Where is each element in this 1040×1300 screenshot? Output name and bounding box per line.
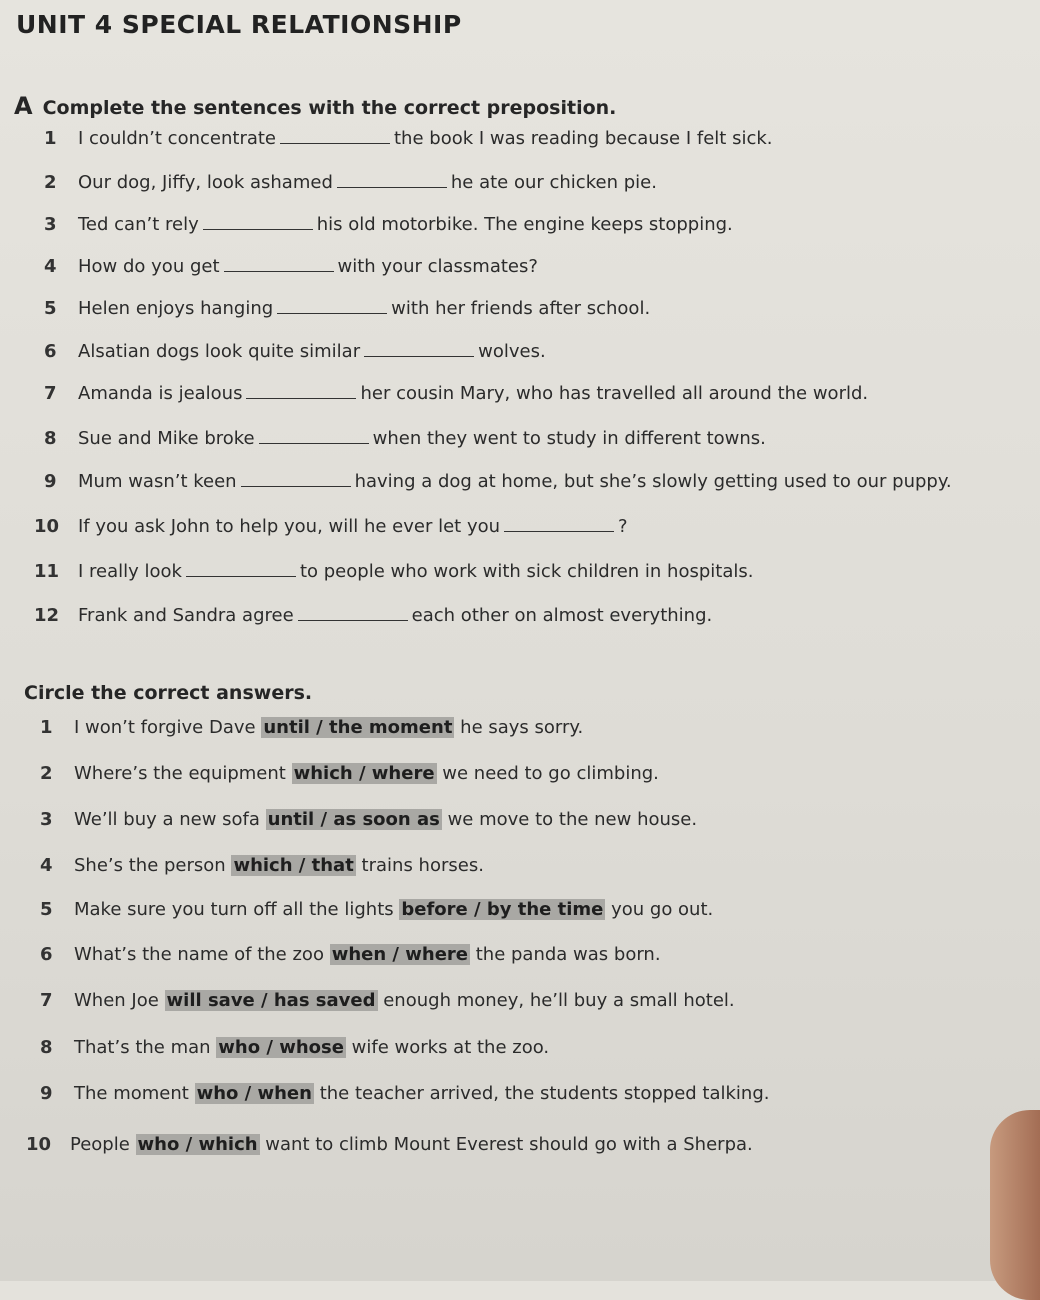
item-text-before: How do you get: [78, 256, 220, 277]
answer-blank[interactable]: [364, 342, 474, 357]
item-text-after: when they went to study in different towns.: [372, 428, 766, 449]
answer-options[interactable]: until / as soon as: [267, 809, 440, 830]
section-b-item: [40, 809, 697, 830]
item-number: 1: [40, 717, 53, 738]
item-number: 5: [44, 298, 57, 319]
section-b-item: [40, 990, 735, 1011]
section-a-instruction: Complete the sentences with the correct preposition.: [42, 97, 617, 119]
item-number: 9: [44, 471, 57, 492]
item-number: 3: [44, 214, 57, 235]
section-b-item: [40, 855, 484, 876]
section-a-item: [34, 561, 753, 582]
section-b-item: [40, 899, 713, 920]
item-text-after: trains horses.: [361, 855, 484, 876]
item-text-after: with your classmates?: [337, 256, 538, 277]
item-text-after: wife works at the zoo.: [351, 1037, 550, 1058]
section-a-item: [44, 428, 766, 449]
item-text-after: you go out.: [611, 899, 714, 920]
section-a-item: [44, 256, 538, 277]
item-text-before: Helen enjoys hanging: [78, 298, 274, 319]
item-text-after: the panda was born.: [475, 944, 661, 965]
section-a-item: [44, 172, 657, 193]
item-text-after: he says sorry.: [460, 717, 584, 738]
item-number: 7: [40, 990, 53, 1011]
item-number: 2: [44, 172, 57, 193]
item-text-before: Sue and Mike broke: [78, 428, 255, 449]
section-a-item: [44, 471, 952, 492]
item-text-after: her cousin Mary, who has travelled all around the world.: [360, 383, 869, 404]
section-b-item: [40, 1037, 549, 1058]
item-number: 5: [40, 899, 53, 920]
item-number: 9: [40, 1083, 53, 1104]
item-text-before: I won’t forgive Dave: [74, 717, 256, 738]
item-text-before: Our dog, Jiffy, look ashamed: [78, 172, 333, 193]
item-number: 6: [44, 341, 57, 362]
item-text-before: Make sure you turn off all the lights: [74, 899, 394, 920]
item-text-after: his old motorbike. The engine keeps stopping.: [316, 214, 733, 235]
section-a-item: [44, 298, 650, 319]
section-b-instruction: Circle the correct answers.: [24, 682, 313, 704]
item-text-after: wolves.: [478, 341, 546, 362]
item-text-after: the teacher arrived, the students stopped talking.: [319, 1083, 770, 1104]
section-a-letter: A: [14, 92, 33, 120]
item-number: 2: [40, 763, 53, 784]
item-text-after: with her friends after school.: [391, 298, 651, 319]
item-text-before: Mum wasn’t keen: [78, 471, 237, 492]
section-a-item: [44, 128, 772, 149]
answer-blank[interactable]: [259, 429, 369, 444]
answer-blank[interactable]: [203, 215, 313, 230]
item-text-before: We’ll buy a new sofa: [74, 809, 260, 830]
item-text-before: I really look: [78, 561, 182, 582]
item-number: 7: [44, 383, 57, 404]
answer-options[interactable]: until / the moment: [263, 717, 453, 738]
section-b-item: [40, 717, 583, 738]
answer-blank[interactable]: [277, 299, 387, 314]
item-text-before: Where’s the equipment: [74, 763, 286, 784]
item-text-after: ?: [618, 516, 628, 537]
item-text-before: That’s the man: [74, 1037, 211, 1058]
item-text-before: When Joe: [74, 990, 159, 1011]
item-number: 8: [40, 1037, 53, 1058]
answer-options[interactable]: before / by the time: [401, 899, 604, 920]
answer-options[interactable]: which / that: [233, 855, 354, 876]
item-text-after: we need to go climbing.: [442, 763, 659, 784]
item-number: 8: [44, 428, 57, 449]
item-number: 1: [44, 128, 57, 149]
item-text-before: The moment: [74, 1083, 189, 1104]
section-a-item: [34, 605, 712, 626]
item-text-before: Ted can’t rely: [78, 214, 199, 235]
item-number: 10: [34, 516, 60, 537]
section-b-item: [40, 1083, 770, 1104]
answer-blank[interactable]: [241, 472, 351, 487]
answer-options[interactable]: who / which: [137, 1134, 258, 1155]
item-number: 10: [26, 1134, 52, 1155]
answer-blank[interactable]: [186, 562, 296, 577]
answer-options[interactable]: who / when: [196, 1083, 312, 1104]
item-text-before: If you ask John to help you, will he ever let you: [78, 516, 501, 537]
section-a-item: [44, 341, 546, 362]
item-text-after: he ate our chicken pie.: [450, 172, 657, 193]
item-text-before: She’s the person: [74, 855, 226, 876]
item-number: 6: [40, 944, 53, 965]
item-text-after: to people who work with sick children in hospitals.: [299, 561, 754, 582]
answer-blank[interactable]: [504, 517, 614, 532]
section-a-item: [44, 383, 868, 404]
item-number: 12: [34, 605, 60, 626]
unit-title: UNIT 4 SPECIAL RELATIONSHIP: [16, 10, 462, 39]
section-b-item: [40, 763, 659, 784]
finger-photo-edge: [990, 1110, 1040, 1300]
section-b-item: [26, 1134, 753, 1155]
answer-blank[interactable]: [246, 384, 356, 399]
item-text-after: the book I was reading because I felt sick.: [394, 128, 773, 149]
answer-options[interactable]: which / where: [293, 763, 435, 784]
item-text-before: Alsatian dogs look quite similar: [78, 341, 361, 362]
answer-blank[interactable]: [224, 257, 334, 272]
item-text-before: Amanda is jealous: [78, 383, 243, 404]
answer-options[interactable]: when / where: [331, 944, 468, 965]
item-text-after: enough money, he’ll buy a small hotel.: [383, 990, 735, 1011]
item-text-after: each other on almost everything.: [411, 605, 713, 626]
item-number: 4: [44, 256, 57, 277]
answer-options[interactable]: will save / has saved: [166, 990, 376, 1011]
answer-blank[interactable]: [337, 173, 447, 188]
item-text-before: Frank and Sandra agree: [78, 605, 294, 626]
item-text-before: I couldn’t concentrate: [78, 128, 276, 149]
section-b-heading: [6, 682, 312, 704]
item-text-before: What’s the name of the zoo: [74, 944, 324, 965]
item-text-before: People: [70, 1134, 130, 1155]
item-number: 11: [34, 561, 60, 582]
item-text-after: want to climb Mount Everest should go with a Sherpa.: [265, 1134, 753, 1155]
section-a-item: [34, 516, 628, 537]
item-number: 3: [40, 809, 53, 830]
item-number: 4: [40, 855, 53, 876]
item-text-after: having a dog at home, but she’s slowly getting used to our puppy.: [354, 471, 952, 492]
answer-options[interactable]: who / whose: [218, 1037, 344, 1058]
section-a-item: [44, 214, 733, 235]
answer-blank[interactable]: [298, 606, 408, 621]
item-text-after: we move to the new house.: [447, 809, 698, 830]
section-b-item: [40, 944, 661, 965]
answer-blank[interactable]: [280, 129, 390, 144]
section-a-heading: [14, 92, 616, 120]
